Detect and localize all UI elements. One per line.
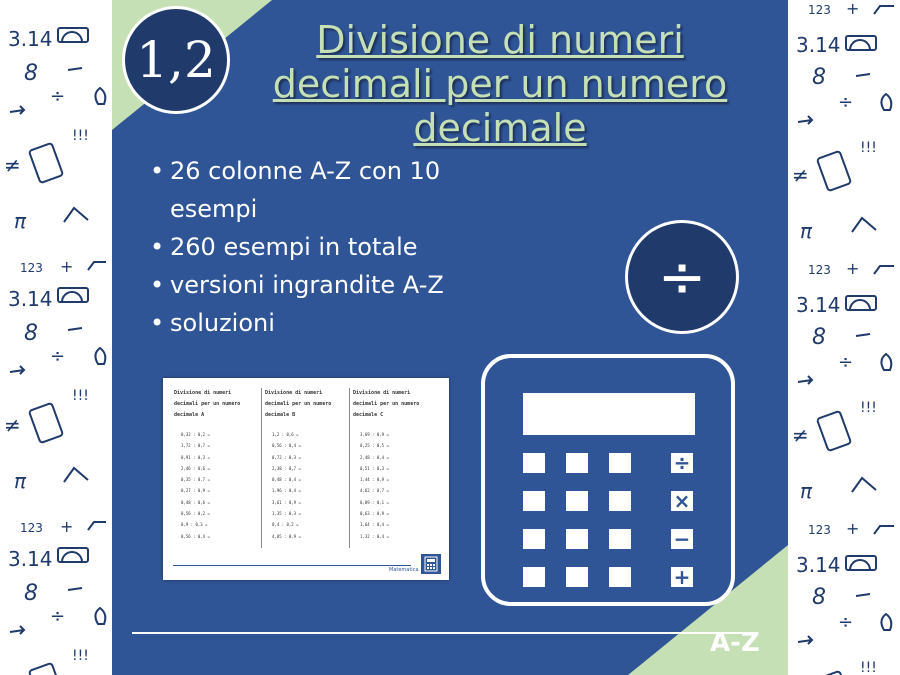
divide-key-icon: ÷ <box>671 453 693 473</box>
grade-badge: 1,2 <box>122 6 230 114</box>
left-doodle-strip <box>0 0 112 675</box>
main-panel <box>112 0 788 675</box>
svg-text:≠: ≠ <box>792 163 809 187</box>
preview-example: 1,2 : 0,6 = <box>272 432 299 437</box>
bottom-divider <box>132 632 746 634</box>
preview-example: 0,32 : 0,2 = <box>181 432 210 437</box>
preview-example: 0,4 : 0,2 = <box>272 522 299 528</box>
preview-example: 0,91 : 0,3 = <box>181 454 210 460</box>
calculator-key <box>523 567 545 587</box>
calculator-key <box>523 529 545 549</box>
multiply-key-icon: × <box>671 491 693 511</box>
svg-text:123: 123 <box>808 3 831 17</box>
feature-item: • soluzioni <box>150 304 510 342</box>
preview-example: 0,56 : 0,2 = <box>181 511 210 517</box>
minus-key-icon: − <box>671 529 693 549</box>
preview-footer-line <box>173 565 411 566</box>
preview-example: 0,56 : 0,4 = <box>272 443 301 449</box>
page-title <box>244 18 756 150</box>
preview-footer-text: Matematica <box>389 567 419 573</box>
calculator-key <box>566 567 588 587</box>
title-line-1: Divisione di numeri <box>316 18 684 62</box>
preview-example: 0,56 : 0,4 = <box>181 533 210 539</box>
calculator-screen <box>523 393 695 435</box>
preview-example: 0,63 : 0,9 = <box>360 511 389 517</box>
svg-text:3.14: 3.14 <box>796 33 841 57</box>
calculator-icon <box>481 354 735 606</box>
svg-text:π: π <box>14 209 27 233</box>
calculator-key <box>609 453 631 473</box>
preview-column-c <box>349 388 436 548</box>
svg-text:≠: ≠ <box>4 153 21 177</box>
preview-column-b <box>261 388 348 548</box>
calculator-key <box>566 453 588 473</box>
calculator-key <box>609 567 631 587</box>
svg-text:+: + <box>60 257 74 276</box>
calculator-icon <box>421 554 441 574</box>
feature-item: • 26 colonne A-Z con 10 esempi <box>150 152 510 228</box>
svg-text:!!!: !!! <box>860 140 877 156</box>
preview-example: 2,46 : 0,6 = <box>181 465 210 471</box>
preview-example: 1,64 : 0,4 = <box>360 522 389 528</box>
preview-example: 0,09 : 0,1 = <box>360 499 389 505</box>
plus-key-icon: + <box>671 567 693 587</box>
corner-label: A-Z <box>710 628 760 658</box>
preview-example: 1,32 : 0,4 = <box>360 533 389 539</box>
calculator-key <box>566 491 588 511</box>
svg-text:!!!: !!! <box>72 128 89 144</box>
preview-column-a <box>171 388 257 548</box>
preview-example: 3,61 : 0,9 = <box>272 499 301 505</box>
svg-text:÷: ÷ <box>50 86 66 107</box>
calculator-key <box>566 529 588 549</box>
calculator-key <box>523 491 545 511</box>
preview-example: 0,9 : 0,3 = <box>181 522 208 528</box>
preview-example: 2,48 : 0,4 = <box>360 454 389 460</box>
feature-list <box>150 152 510 342</box>
svg-text:+: + <box>846 0 860 18</box>
preview-example: 0,48 : 0,4 = <box>272 477 301 483</box>
preview-example: 0,27 : 0,9 = <box>181 488 210 494</box>
preview-example: 1,44 : 0,9 = <box>360 477 389 483</box>
svg-text:÷: ÷ <box>838 92 854 113</box>
title-line-3: decimale <box>413 106 587 150</box>
preview-example: 0,51 : 0,3 = <box>360 465 389 471</box>
svg-text:123: 123 <box>20 261 43 275</box>
preview-example: 0,48 : 0,6 = <box>181 499 210 505</box>
preview-column-title: Divisione di numeri decimali per un numero decimale B <box>265 390 332 418</box>
feature-item: • versioni ingrandite A-Z <box>150 266 510 304</box>
calculator-key <box>609 491 631 511</box>
title-line-2: decimali per un numero <box>272 62 728 106</box>
preview-example: 0,25 : 0,5 = <box>360 443 389 449</box>
preview-example: 2,38 : 0,7 = <box>272 465 301 471</box>
preview-example: 0,72 : 0,3 = <box>272 454 301 460</box>
worksheet-preview <box>163 378 449 580</box>
svg-text:3.14: 3.14 <box>8 27 53 51</box>
preview-example: 4,05 : 0,9 = <box>272 533 301 539</box>
feature-item: • 260 esempi in totale <box>150 228 510 266</box>
preview-example: 3,69 : 0,9 = <box>360 432 389 437</box>
math-doodles-icon <box>788 0 900 675</box>
preview-example: 1,96 : 0,4 = <box>272 488 301 494</box>
preview-example: 1,72 : 0,7 = <box>181 443 210 449</box>
svg-text:8: 8 <box>812 65 826 90</box>
right-doodle-strip <box>788 0 900 675</box>
math-doodles-icon <box>0 0 112 675</box>
preview-column-title: Divisione di numeri decimali per un numero decimale C <box>353 390 420 418</box>
division-symbol-icon: ÷ <box>625 220 739 334</box>
preview-example: 0,35 : 0,7 = <box>181 477 210 483</box>
svg-text:8: 8 <box>24 61 38 86</box>
preview-example: 1,35 : 0,3 = <box>272 511 301 517</box>
preview-column-title: Divisione di numeri decimali per un numero decimale A <box>174 390 241 418</box>
calculator-key <box>609 529 631 549</box>
svg-text:π: π <box>800 219 813 243</box>
calculator-key <box>523 453 545 473</box>
preview-example: 4,62 : 0,7 = <box>360 488 389 494</box>
